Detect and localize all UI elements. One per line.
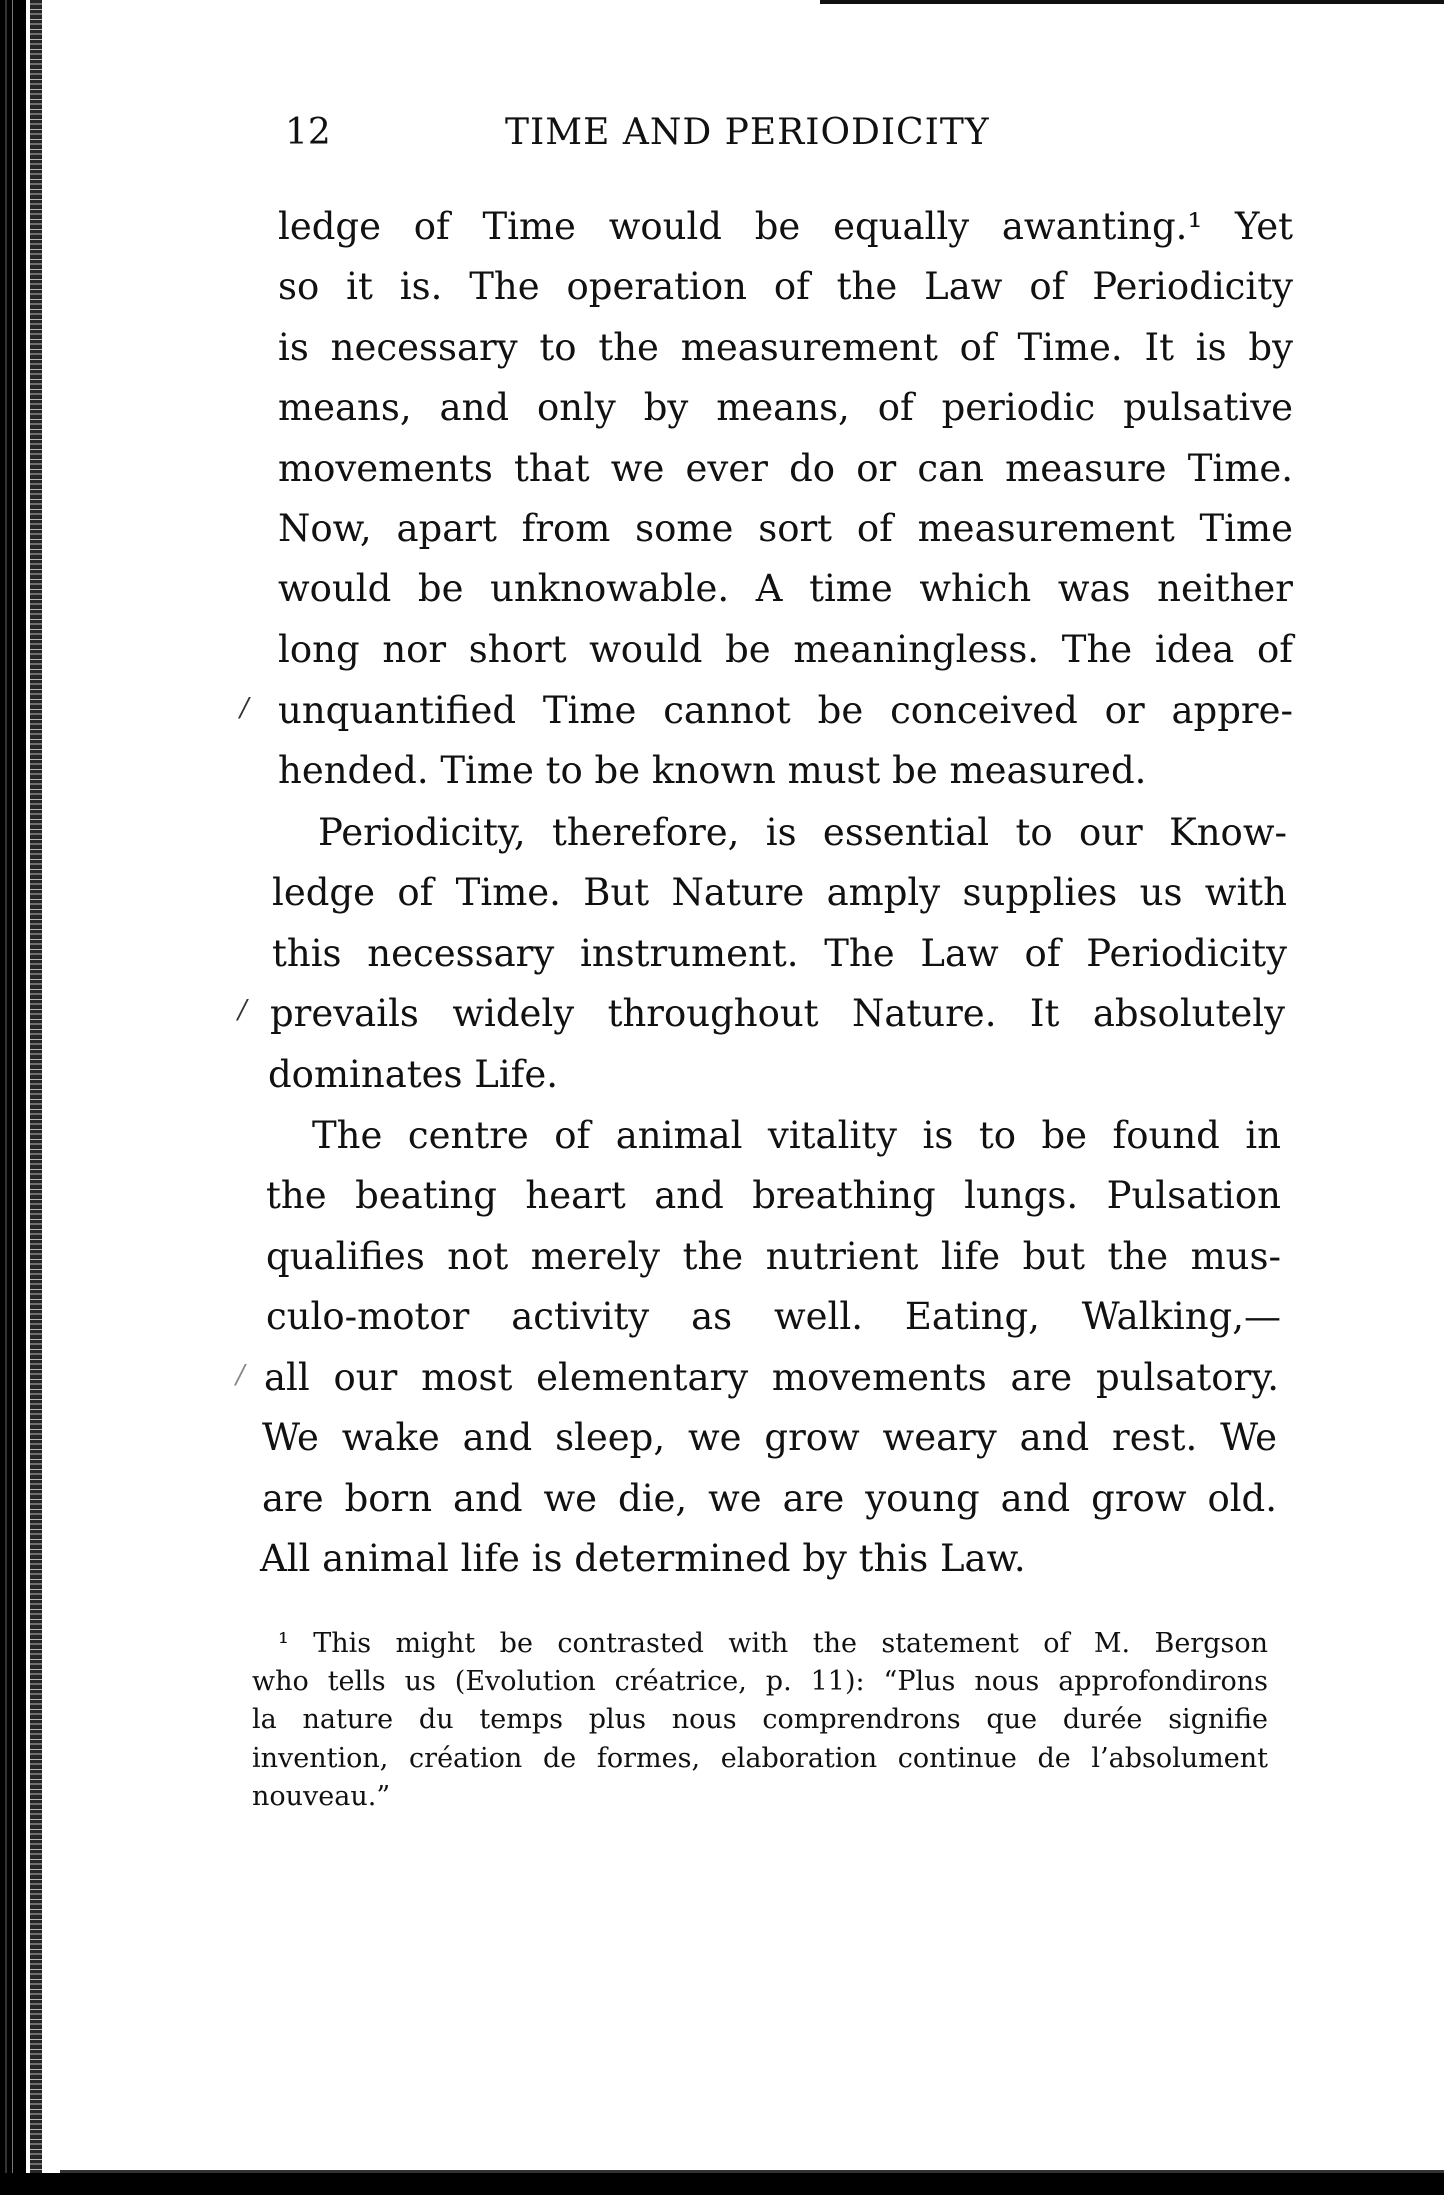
scan-bottom-border [0,2173,1444,2195]
body-line: the beating heart and breathing lungs. Pulsation [266,1174,1281,1217]
running-head: TIME AND PERIODICITY [505,112,990,153]
body-line: We wake and sleep, we grow weary and rest. We [262,1416,1277,1459]
body-line: means, and only by means, of periodic pulsative [278,386,1293,429]
page-number: 12 [285,112,331,153]
book-spine-edge [0,0,26,2195]
pencil-margin-mark: / [240,693,249,723]
pencil-margin-mark: / [236,1360,245,1390]
body-line: is necessary to the measurement of Time. It is by [278,326,1293,369]
body-line: Periodicity, therefore, is essential to our Know- [318,811,1287,854]
body-line: prevails widely throughout Nature. It absolutely [270,992,1285,1035]
body-line: this necessary instrument. The Law of Periodicity [272,932,1287,975]
body-line: are born and we die, we are young and grow old. [262,1477,1277,1520]
body-line: hended. Time to be known must be measured. [278,749,1147,792]
footnote-line: who tells us (Evolution créatrice, p. 11): “Plus nous approfondirons [252,1666,1268,1697]
footnote-line: nouveau.” [252,1781,391,1812]
body-line: Now, apart from some sort of measurement Time [278,507,1293,550]
footnote-line: la nature du temps plus nous comprendrons que durée signifie [252,1704,1268,1735]
body-line: culo-motor activity as well. Eating, Walking,— [266,1295,1281,1338]
body-line: All animal life is determined by this Law. [260,1537,1026,1580]
book-gutter-shadow [30,0,42,2185]
page-top-edge [820,0,1444,4]
body-line: unquantified Time cannot be conceived or appre- [278,689,1293,732]
body-line: dominates Life. [268,1053,559,1096]
body-line: qualifies not merely the nutrient life but the mus- [266,1235,1281,1278]
footnote-line: invention, création de formes, elaboration continue de l’absolument [252,1743,1268,1774]
body-line: long nor short would be meaningless. The idea of [278,628,1293,671]
body-line: would be unknowable. A time which was neither [278,567,1293,610]
body-line: ledge of Time. But Nature amply supplies us with [272,871,1287,914]
body-line: ledge of Time would be equally awanting.¹ Yet [278,205,1293,248]
pencil-margin-mark: / [238,995,247,1025]
page-header [285,112,1295,162]
footnote-line: ¹ This might be contrasted with the statement of M. Bergson [278,1628,1268,1659]
body-line: so it is. The operation of the Law of Periodicity [278,265,1293,308]
body-line: The centre of animal vitality is to be found in [312,1114,1281,1157]
body-line: movements that we ever do or can measure Time. [278,447,1293,490]
body-line: all our most elementary movements are pulsatory. [264,1356,1279,1399]
